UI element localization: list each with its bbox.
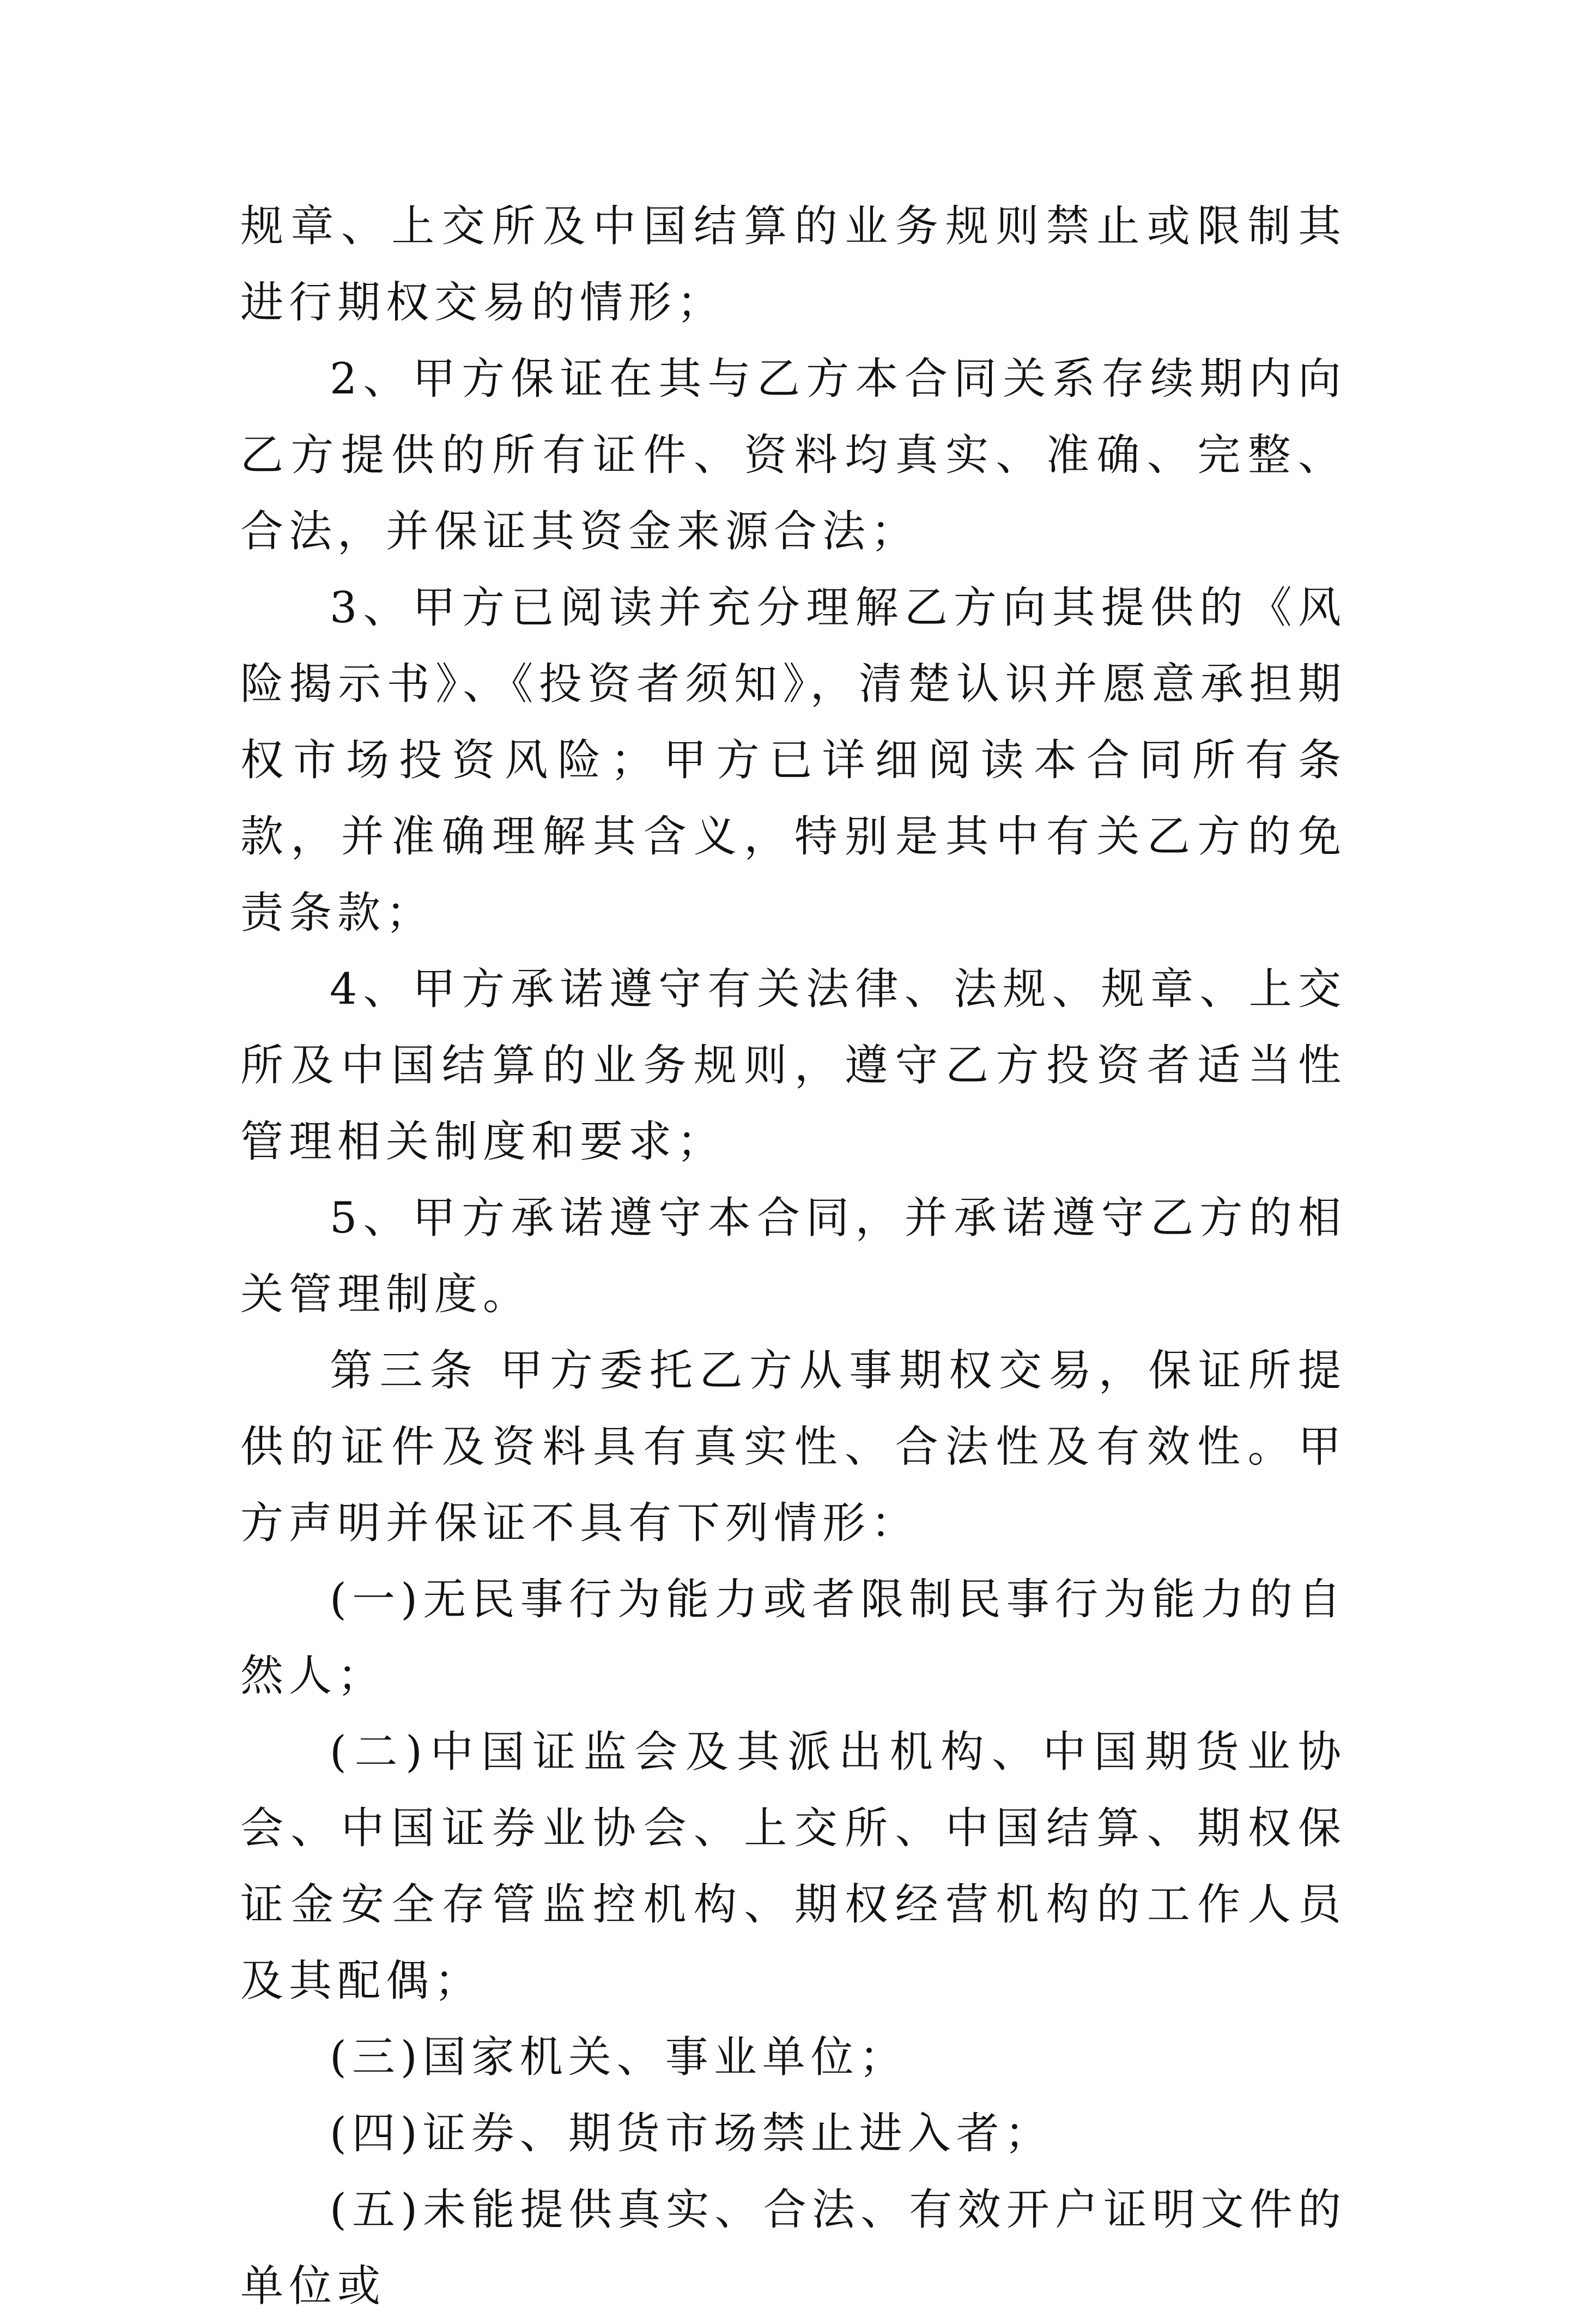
- paragraph-clause-3: 3、甲方已阅读并充分理解乙方向其提供的《风险揭示书》、《投资者须知》，清楚认识并愿意承担期权市场投资风险；甲方已详细阅读本合同所有条款，并准确理解其含义，特别是其中有关乙方的免责条款；: [240, 582, 1346, 938]
- list-item-5: (五)未能提供真实、合法、有效开户证明文件的单位或: [240, 2185, 1346, 2311]
- list-item-4: (四)证券、期货市场禁止进入者；: [330, 2108, 1053, 2158]
- paragraph-clause-2: 2、甲方保证在其与乙方本合同关系存续期内向乙方提供的所有证件、资料均真实、准确、完整、合法，并保证其资金来源合法；: [240, 354, 1346, 556]
- list-item-3: (三)国家机关、事业单位；: [330, 2032, 908, 2082]
- paragraph-continuation: 规章、上交所及中国结算的业务规则禁止或限制其进行期权交易的情形；: [240, 201, 1346, 327]
- document-body: [240, 188, 1346, 2324]
- paragraph-clause-4: 4、甲方承诺遵守有关法律、法规、规章、上交所及中国结算的业务规则，遵守乙方投资者适当性管理相关制度和要求；: [240, 964, 1346, 1167]
- list-item-1: (一)无民事行为能力或者限制民事行为能力的自然人；: [240, 1574, 1346, 1701]
- paragraph-clause-5: 5、甲方承诺遵守本合同，并承诺遵守乙方的相关管理制度。: [240, 1193, 1346, 1319]
- list-item-2: (二)中国证监会及其派出机构、中国期货业协会、中国证券业协会、上交所、中国结算、期权保证金安全存管监控机构、期权经营机构的工作人员及其配偶；: [240, 1727, 1346, 2006]
- paragraph-article-3: 第三条 甲方委托乙方从事期权交易，保证所提供的证件及资料具有真实性、合法性及有效性。甲方声明并保证不具有下列情形：: [240, 1345, 1346, 1548]
